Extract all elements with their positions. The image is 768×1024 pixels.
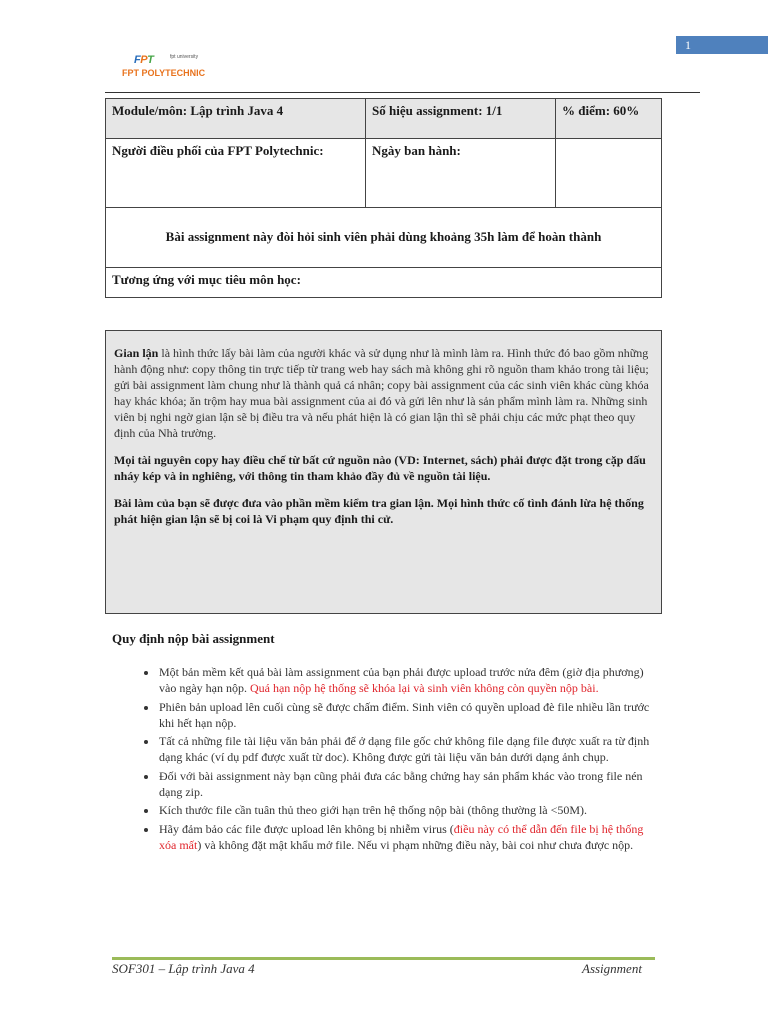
logo-mark-p: P: [140, 54, 148, 66]
empty-cell: [556, 139, 662, 207]
logo-mark-t: T: [147, 54, 154, 66]
plagiarism-term: Gian lận: [114, 346, 159, 360]
copy-rule-text: Mọi tài nguyên copy hay điều chế từ bất cứ nguồn nào (VD: Internet, sách) phải được đặt trong cặp dấu nháy kép và in nghiêng, với thông tin tham khảo đầy đủ về nguồn tài liệu.: [114, 453, 646, 483]
plagiarism-check-rule: [114, 495, 653, 527]
assignment-info-table: [105, 98, 662, 298]
footer-divider: [112, 957, 655, 960]
percent-cell: % điểm: 60%: [556, 99, 662, 139]
rule-item: • Hãy đảm bảo các file được upload lên không bị nhiễm virus (điều này có thể dẫn đến file bị hệ thống xóa mất) và không đặt mật khẩu mở file. Nếu vi phạm những điều này, bài coi như chưa được nộp.: [158, 821, 660, 854]
logo-marks: [134, 50, 153, 64]
plagiarism-text: là hình thức lấy bài làm của người khác và sử dụng như là mình làm ra. Hình thức đó bao gồm những hành động như: copy thông tin trực tiếp từ trang web hay sách mà không ghi rõ nguồn tham khảo trong tài liệu; gửi bài assignment làm chung như là thành quả cá nhân; copy bài assignment của các sinh viên khác cùng khóa hay khác khóa; ăn trộm hay mua bài assignment của ai đó và gửi lên như là sản phẩm mình làm ra. Những sinh viên bị nghi ngờ gian lận sẽ bị điều tra và nếu phát hiện là có gian lận thì sẽ phải chịu các mức phạt theo quy định của Nhà trường.: [114, 346, 649, 440]
module-cell: Module/môn: Lập trình Java 4: [106, 99, 366, 139]
submission-rules-list: [130, 664, 660, 855]
submission-rules-title: Quy định nộp bài assignment: [112, 631, 275, 646]
plagiarism-definition: [114, 345, 653, 441]
page-number: 1: [676, 36, 768, 54]
logo-subtext: fpt university: [170, 54, 199, 60]
objectives-cell: Tương ứng với mục tiêu môn học:: [106, 267, 662, 297]
coordinator-cell: Người điều phối của FPT Polytechnic:: [106, 139, 366, 207]
logo-name: FPT POLYTECHNIC: [122, 68, 206, 78]
rule-item: • Kích thước file cần tuân thủ theo giới hạn trên hệ thống nộp bài (thông thường là <50M).: [158, 802, 660, 818]
plagiarism-check-text: Bài làm của bạn sẽ được đưa vào phần mềm kiểm tra gian lận. Mọi hình thức cố tình đánh lừa hệ thống phát hiện gian lận sẽ bị coi là Vi phạm quy định thi cử.: [114, 496, 644, 526]
fpt-polytechnic-logo: [122, 50, 222, 84]
issue-date-cell: Ngày ban hành:: [366, 139, 556, 207]
plagiarism-warning-box: [105, 330, 662, 614]
rule-item: • Phiên bản upload lên cuối cùng sẽ được chấm điểm. Sinh viên có quyền upload đè file nhiều lần trước khi hết hạn nộp.: [158, 699, 660, 732]
rule-item: • Tất cả những file tài liệu văn bản phải để ở dạng file gốc chứ không file dạng file được xuất ra từ định dạng khác (ví dụ pdf được xuất từ doc). Không được gửi tài liệu văn bản dưới dạng ảnh chụp.: [158, 733, 660, 766]
header-divider: [105, 92, 700, 93]
logo-mark-f: F: [134, 54, 141, 66]
rule-item: • Đối với bài assignment này bạn cũng phải đưa các bằng chứng hay sản phẩm khác vào trong file nén dạng zip.: [158, 768, 660, 801]
footer-course: SOF301 – Lập trình Java 4: [112, 961, 255, 976]
footer-doc-type: Assignment: [582, 961, 642, 976]
rule-item: • Một bản mềm kết quả bài làm assignment của bạn phải được upload trước nửa đêm (giờ địa phương) vào ngày hạn nộp. Quá hạn nộp hệ thống sẽ khóa lại và sinh viên không còn quyền nộp bài.: [158, 664, 660, 697]
duration-note: Bài assignment này đòi hỏi sinh viên phải dùng khoảng 35h làm để hoàn thành: [106, 207, 662, 267]
copy-rule: [114, 452, 653, 484]
assignment-number-cell: Số hiệu assignment: 1/1: [366, 99, 556, 139]
